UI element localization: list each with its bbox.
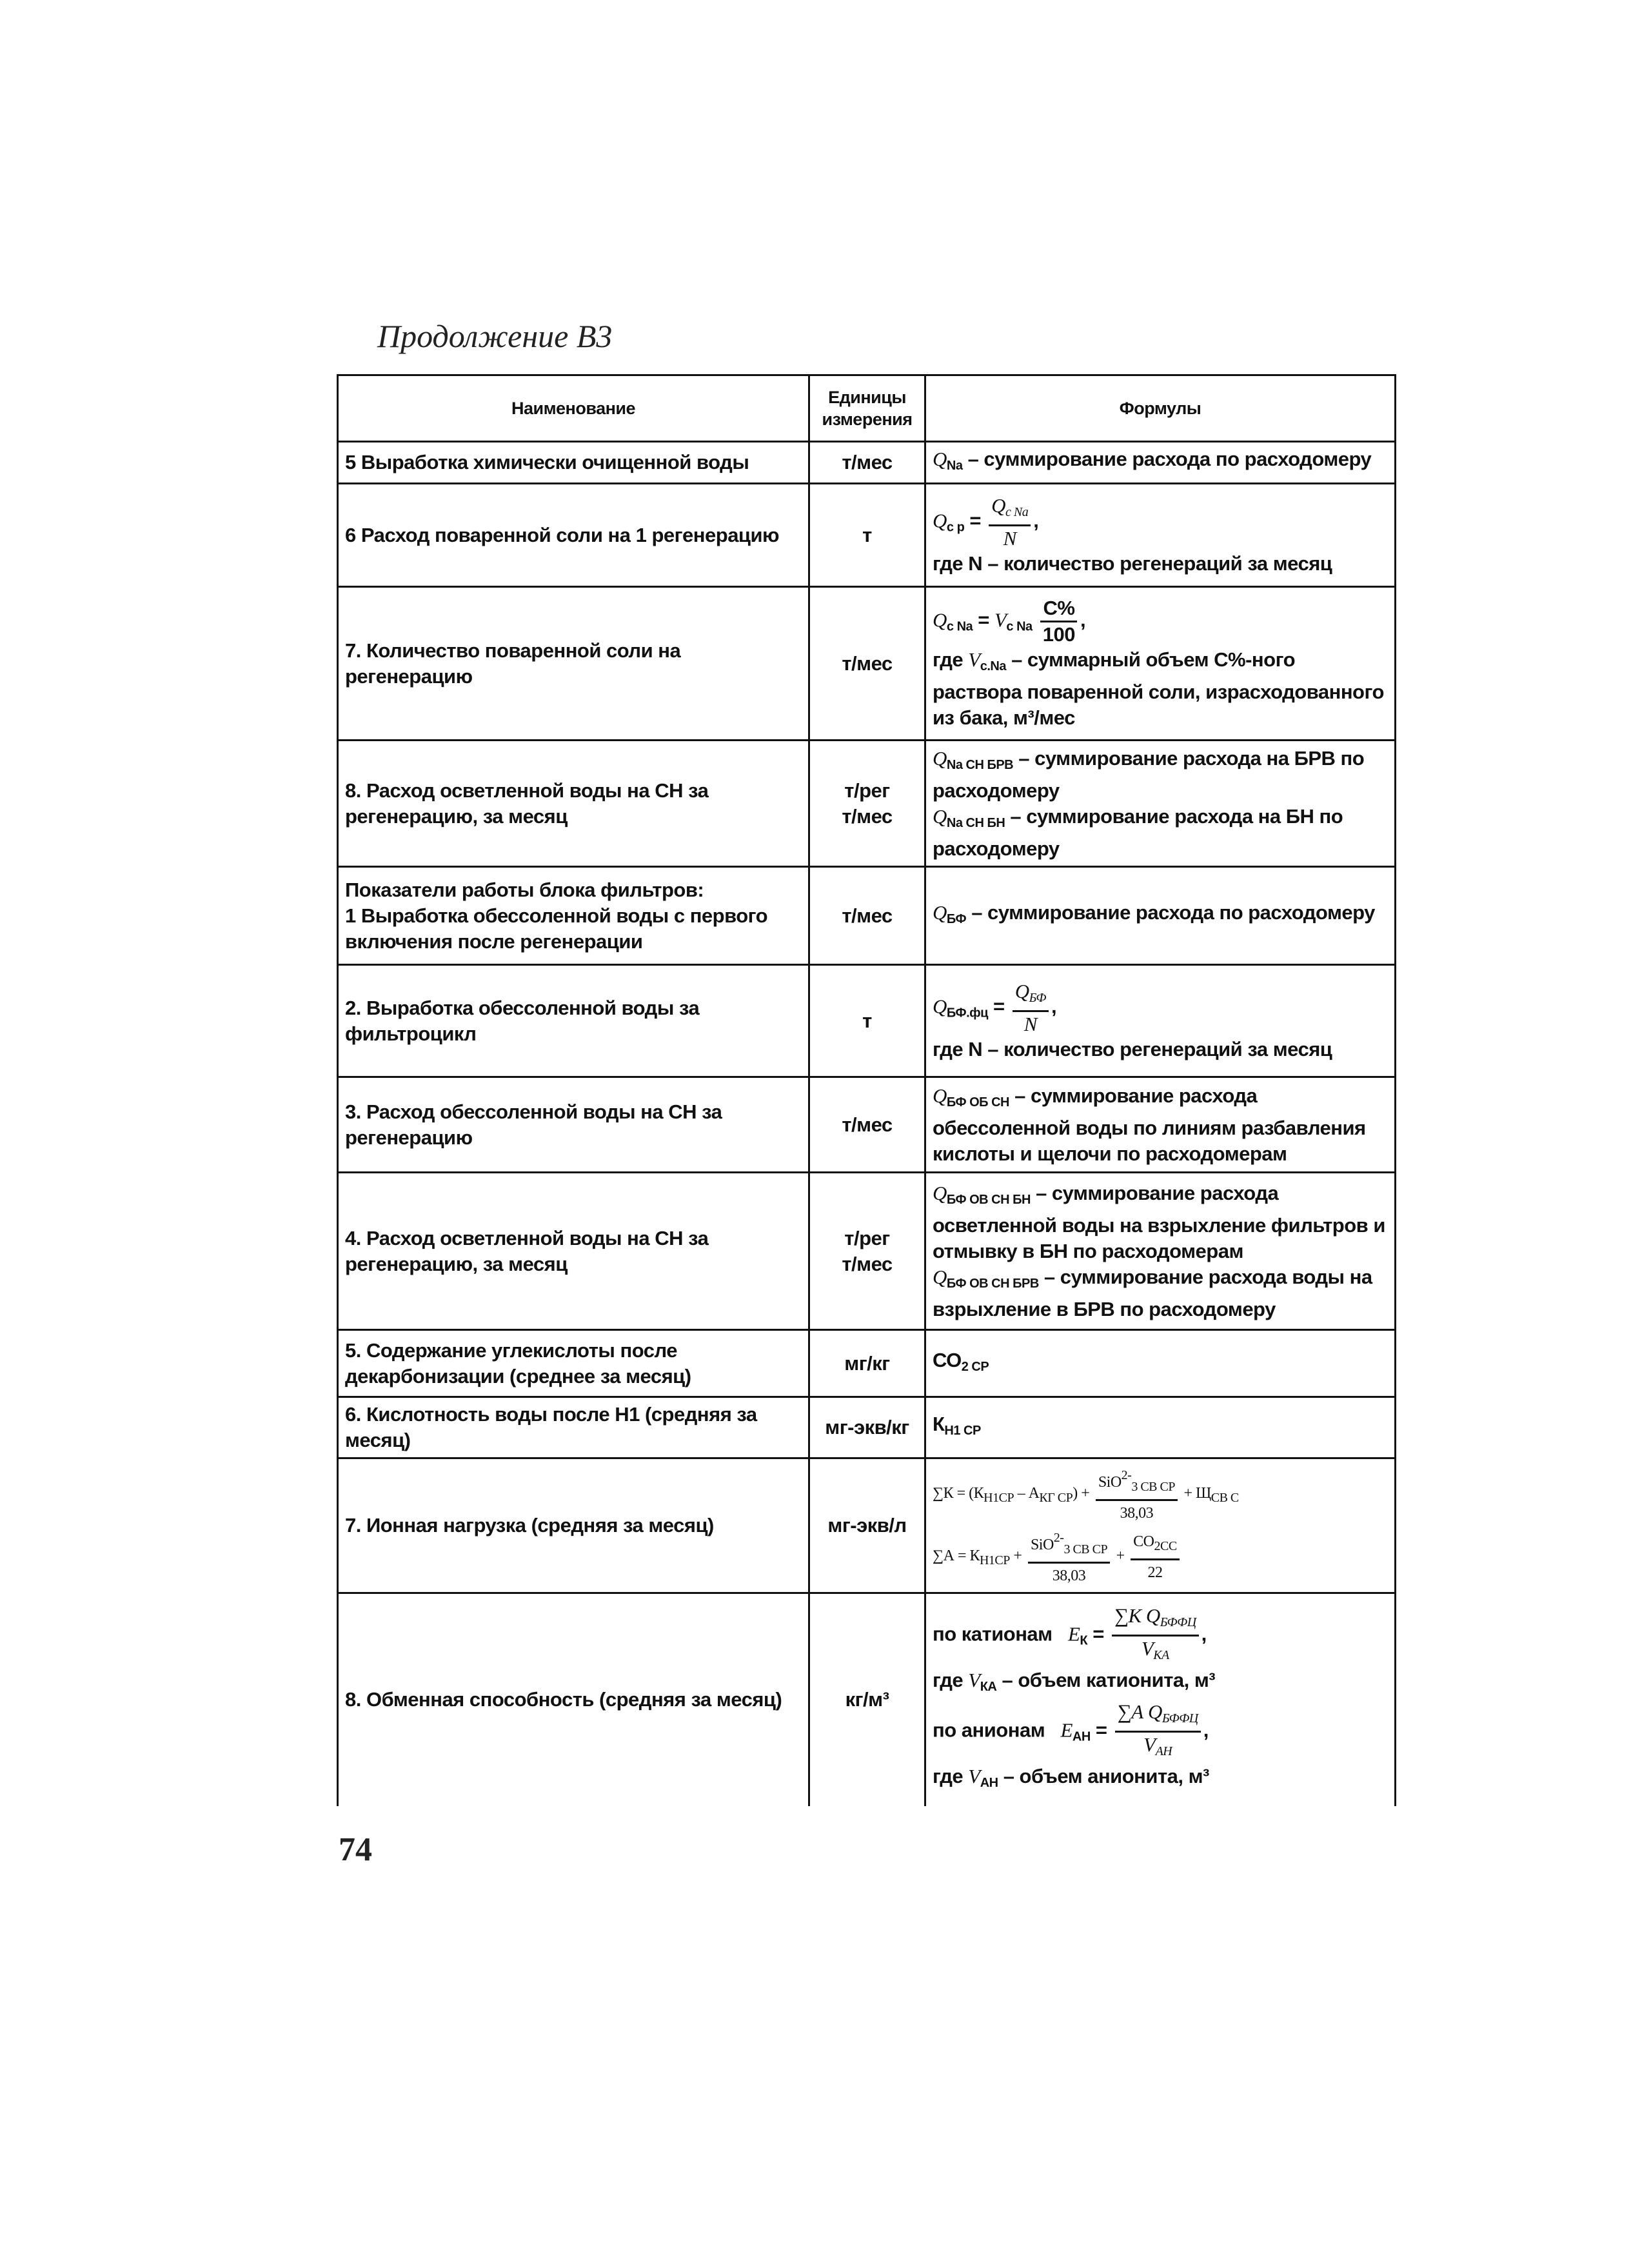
header-name: Наименование [338,375,809,442]
row-unit: т [809,484,925,587]
row-name: 2. Выработка обессоленной воды за фильтроцикл [338,965,809,1077]
table-row [338,965,1396,1077]
row-unit: т/мес [809,587,925,741]
row-name: Показатели работы блока фильтров: 1 Выработка обессоленной воды с первого включения после регенерации [338,867,809,965]
row-name: 4. Расход осветленной воды на СН за регенерацию, за месяц [338,1173,809,1330]
row-unit: т/мес [809,442,925,484]
table-row [338,741,1396,867]
page-number: 74 [339,1831,372,1868]
table-row [338,1330,1396,1397]
table-row [338,1397,1396,1458]
row-unit: т/мес [809,1077,925,1173]
row-unit: кг/м³ [809,1593,925,1806]
row-unit: т [809,965,925,1077]
row-formula: $Q_{БФ.фц}$ = $Q_{БФ}$ N , где N – количество регенераций за месяц [925,965,1396,1077]
row-unit: т/рег т/мес [809,741,925,867]
row-name: 8. Расход осветленной воды на СН за регенерацию, за месяц [338,741,809,867]
table-row [338,1173,1396,1330]
row-formula: $СО_{2 СР}$ [925,1330,1396,1397]
row-formula: $\sum К = (К_{Н1СР} - А_{КГ СР})$ + SiO$^{2-}_{3 СВ СР}$ 38,03 + $Щ_{СВ С}$ $\sum А = К_{Н1СР}$ + SiO$^{2-}_{3 СВ СР}$ 38,03 + $СО_{2СС}$ 22 [925,1458,1396,1593]
row-formula: $Q_{БФ ОВ СН БН}$ – суммирование расхода осветленной воды на взрыхление фильтров и отмывку в БН по расходомерам $Q_{БФ ОВ СН БРВ}$ – суммирование расхода воды на взрыхление в БРВ по расходомеру [925,1173,1396,1330]
section-heading: Показатели работы блока фильтров: [345,878,704,901]
table-row [338,587,1396,741]
table-row [338,1593,1396,1806]
row-unit: т/мес [809,867,925,965]
row-name: 7. Ионная нагрузка (средняя за месяц) [338,1458,809,1593]
row-formula: $Q_{БФ}$ – суммирование расхода по расходомеру [925,867,1396,965]
row-formula: $Q_{с Na} = V_{с Na}$ С% 100 , где $V_{с.Na}$ – суммарный объем С%-ного раствора поваренной соли, израсходованного из бака, м³/мес [925,587,1396,741]
table-row [338,1077,1396,1173]
row-formula: $Q_{с р}$ = $Q_{с Na}$ N , где N – количество регенераций за месяц [925,484,1396,587]
row-unit: мг/кг [809,1330,925,1397]
row-name: 8. Обменная способность (средняя за месяц) [338,1593,809,1806]
row-formula: $Q_{Na}$ – суммирование расхода по расходомеру [925,442,1396,484]
formulas-table [337,374,1396,1806]
row-unit: мг-экв/л [809,1458,925,1593]
row-formula: $Q_{БФ ОБ СН}$ – суммирование расхода обессоленной воды по линиям разбавления кислоты и щелочи по расходомерам [925,1077,1396,1173]
row-name: 5. Содержание углекислоты после декарбонизации (среднее за месяц) [338,1330,809,1397]
row-name: 5 Выработка химически очищенной воды [338,442,809,484]
row-formula: $К_{Н1 СР}$ [925,1397,1396,1458]
table-row [338,442,1396,484]
row-formula: $Q_{Na СН БРВ}$ – суммирование расхода на БРВ по расходомеру $Q_{Na СН БН}$ – суммирование расхода на БН по расходомеру [925,741,1396,867]
row-unit: т/рег т/мес [809,1173,925,1330]
row-name: 6 Расход поваренной соли на 1 регенерацию [338,484,809,587]
header-units: Единицы измерения [809,375,925,442]
table-row [338,867,1396,965]
row-formula: по катионам $E_К$ = ∑К $Q_{БФФЦ}$ $V_{КА}$ , где $V_{КА}$ – объем катионита, м³ по анионам $E_{АН}$ = ∑А $Q_{БФФЦ}$ $V_{АН}$ , где $V_{АН}$ – объем анионита, м³ [925,1593,1396,1806]
table-row [338,1458,1396,1593]
row-name: 3. Расход обессоленной воды на СН за регенерацию [338,1077,809,1173]
header-formulas: Формулы [925,375,1396,442]
row-name: 7. Количество поваренной соли на регенерацию [338,587,809,741]
table-row [338,484,1396,587]
row-unit: мг-экв/кг [809,1397,925,1458]
continuation-label: Продолжение В3 [377,318,613,354]
table-header-row [338,375,1396,442]
row-name: 6. Кислотность воды после Н1 (средняя за месяц) [338,1397,809,1458]
